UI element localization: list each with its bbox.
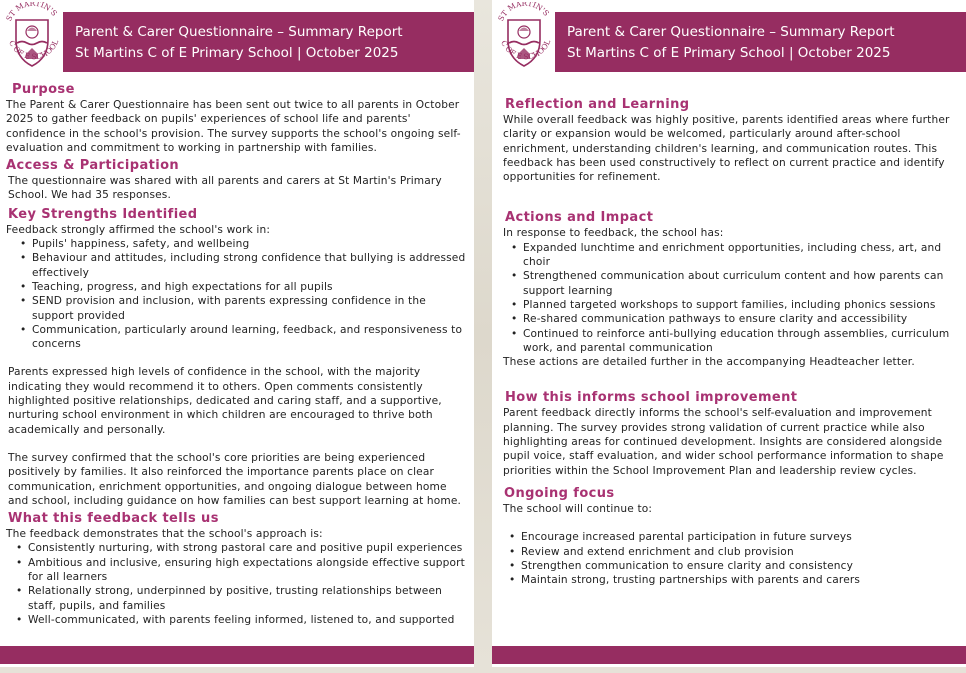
purpose-body: The Parent & Carer Questionnaire has been sent out twice to all parents in October 2025 to gather feedback on pupils' experiences of school life and parents' confidence in the school's provision. The survey supports the school's ongoing self-evaluation and commitment to working in partnership with families. — [6, 99, 461, 154]
list-item: • Ambitious and inclusive, ensuring high expectations alongside effective support for all learners — [16, 556, 468, 585]
list-item: • Strengthen communication to ensure clarity and consistency — [509, 559, 960, 573]
access-body: The questionnaire was shared with all parents and carers at St Martin's Primary School. We had 35 responses. — [8, 175, 442, 202]
svg-text:C OF E SCHOOL: C OF E SCHOOL — [499, 38, 553, 62]
list-item: • Teaching, progress, and high expectations for all pupils — [20, 280, 468, 294]
section-heading-strengths: Key Strengths Identified — [8, 206, 198, 222]
list-item: • Review and extend enrichment and club provision — [509, 545, 960, 559]
school-logo — [2, 2, 62, 70]
report-title: Parent & Carer Questionnaire – Summary Report — [75, 24, 403, 40]
list-item: • Maintain strong, trusting partnerships with parents and carers — [509, 573, 960, 587]
list-item: • Expanded lunchtime and enrichment opportunities, including chess, art, and choir — [511, 241, 960, 270]
header-banner — [63, 12, 474, 72]
school-logo — [494, 2, 554, 70]
page-1-content — [6, 81, 468, 627]
section-heading-access: Access & Participation — [6, 158, 180, 174]
tells-intro: The feedback demonstrates that the school's approach is: — [6, 528, 323, 541]
header-banner — [555, 12, 966, 72]
svg-text:ST MARTIN'S: ST MARTIN'S — [4, 2, 59, 23]
section-heading-actions: Actions and Impact — [505, 210, 654, 226]
list-item: • Relationally strong, underpinned by positive, trusting relationships between staff, pupils, and families — [16, 584, 468, 613]
list-item: • Strengthened communication about curriculum content and how parents can support learning — [511, 269, 960, 298]
list-item: • Re-shared communication pathways to ensure clarity and accessibility — [511, 312, 960, 326]
list-item: • Planned targeted workshops to support families, including phonics sessions — [511, 298, 960, 312]
ongoing-list — [503, 530, 960, 587]
section-heading-reflection: Reflection and Learning — [505, 97, 690, 112]
svg-text:ST MARTIN'S: ST MARTIN'S — [496, 2, 551, 23]
actions-intro: In response to feedback, the school has: — [503, 227, 724, 240]
section-heading-tells: What this feedback tells us — [8, 511, 219, 527]
section-heading-ongoing: Ongoing focus — [504, 485, 615, 501]
list-item: • Behaviour and attitudes, including strong confidence that bullying is addressed effectively — [20, 251, 468, 280]
strengths-paragraph-2: The survey confirmed that the school's core priorities are being experienced positively by families. It also reinforced the importance parents place on clear communication, enrichment opportunities, and ongoing dialogue between home and school, including guidance on how families can best support learning at home. — [8, 451, 462, 507]
list-item: • Communication, particularly around learning, feedback, and responsiveness to concerns — [20, 323, 468, 352]
strengths-list — [6, 237, 468, 351]
report-subtitle: St Martins C of E Primary School | October 2025 — [567, 45, 891, 61]
reflection-body: While overall feedback was highly positive, parents identified areas where further clarity or expansion would be welcomed, particularly around after-school enrichment, understanding children's learning, and communication routes. This feedback has been used constructively to reflect on current practice and identify opportunities for refinement. — [503, 114, 950, 184]
actions-list — [503, 241, 960, 355]
improvement-body: Parent feedback directly informs the school's self-evaluation and improvement planning. The survey provides strong validation of current practice while also highlighting areas for continued development. Insights are considered alongside pupil voice, staff evaluation, and wider school performance information to shape priorities within the School Improvement Plan and leadership review cycles. — [503, 407, 944, 477]
strengths-paragraph-1: Parents expressed high levels of confidence in the school, with the majority indicating they would recommend it to others. Open comments consistently highlighted positive relationships, dedicated and caring staff, and a supportive, nurturing school environment in which children are encouraged to thrive both academically and personally. — [8, 366, 442, 436]
report-page-2 — [492, 0, 966, 667]
report-subtitle: St Martins C of E Primary School | October 2025 — [75, 45, 399, 61]
footer-banner — [0, 646, 474, 664]
section-heading-improvement: How this informs school improvement — [505, 390, 798, 406]
footer-banner — [492, 646, 966, 664]
actions-outro: These actions are detailed further in the accompanying Headteacher letter. — [503, 356, 915, 369]
section-heading-purpose: Purpose — [12, 82, 75, 97]
report-page-1 — [0, 0, 474, 667]
ongoing-intro: The school will continue to: — [503, 502, 653, 515]
list-item: • Consistently nurturing, with strong pastoral care and positive pupil experiences — [16, 541, 468, 555]
tells-list — [6, 541, 468, 627]
list-item: • Continued to reinforce anti-bullying education through assemblies, curriculum work, and parental communication — [511, 327, 960, 356]
list-item: • Well-communicated, with parents feeling informed, listened to, and supported — [16, 613, 468, 627]
list-item: • Pupils' happiness, safety, and wellbeing — [20, 237, 468, 251]
strengths-intro: Feedback strongly affirmed the school's work in: — [6, 223, 271, 236]
page-2-content — [503, 96, 960, 587]
report-title: Parent & Carer Questionnaire – Summary Report — [567, 24, 895, 40]
list-item: • SEND provision and inclusion, with parents expressing confidence in the support provided — [20, 294, 468, 323]
list-item: • Encourage increased parental participation in future surveys — [509, 530, 960, 544]
svg-text:C OF E SCHOOL: C OF E SCHOOL — [7, 38, 61, 62]
